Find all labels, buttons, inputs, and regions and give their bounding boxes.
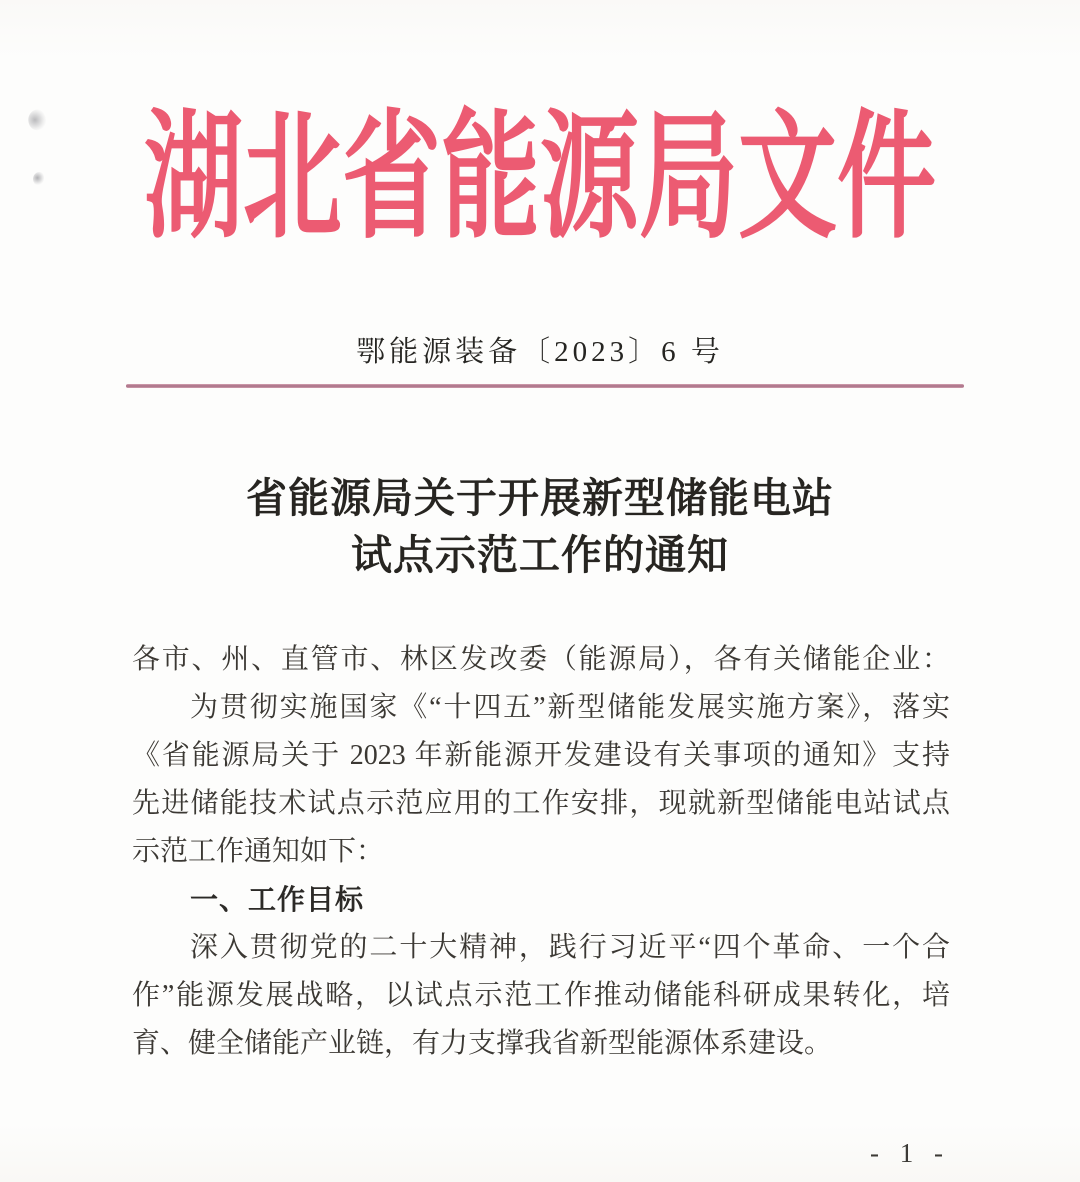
letterhead-org-title [0, 104, 1080, 256]
document-title [0, 470, 1080, 584]
body-line: 先进储能技术试点示范应用的工作安排，现就新型储能电站试点 [132, 788, 950, 819]
body-line: 为贯彻实施国家《“十四五”新型储能发展实施方案》，落实 [190, 692, 950, 723]
body-line: 育、健全储能产业链，有力支撑我省新型能源体系建设。 [132, 1028, 833, 1059]
body-line: 示范工作通知如下： [132, 836, 385, 867]
document-title-line1: 省能源局关于开展新型储能电站 [246, 475, 834, 521]
body-line: 作”能源发展战略，以试点示范工作推动储能科研成果转化，培 [132, 980, 950, 1011]
document-title-line2: 试点示范工作的通知 [351, 532, 729, 578]
document-body [132, 636, 950, 1068]
body-line: 深入贯彻党的二十大精神，践行习近平“四个革命、一个合 [190, 932, 950, 963]
document-reference-number: 鄂能源装备〔2023〕6 号 [356, 336, 724, 368]
letterhead-divider-line [126, 384, 964, 388]
salutation-line: 各市、州、直管市、林区发改委（能源局），各有关储能企业： [132, 644, 950, 675]
body-line: 《省能源局关于 2023 年新能源开发建设有关事项的通知》支持 [132, 740, 950, 771]
page-number: - 1 - [870, 1138, 950, 1168]
letterhead-org-title-text: 湖北省能源局文件 [144, 103, 936, 256]
section-heading: 一、工作目标 [190, 884, 365, 915]
